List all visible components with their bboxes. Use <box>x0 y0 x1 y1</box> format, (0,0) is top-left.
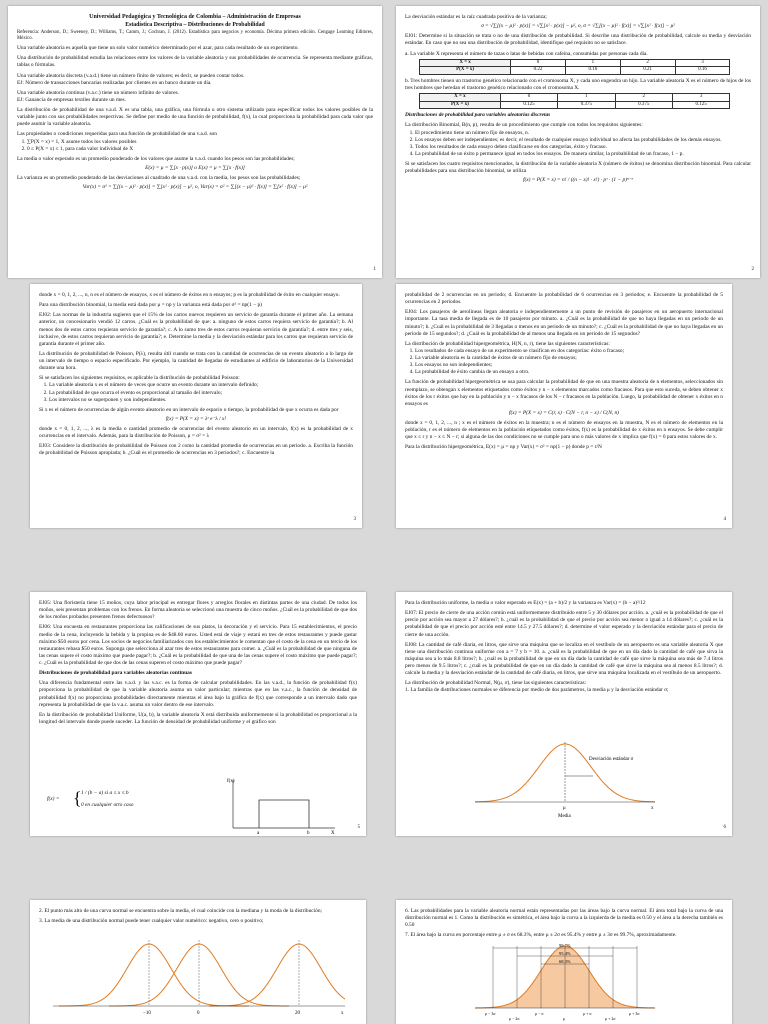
sigma-label: Desviación estándar σ <box>589 757 634 762</box>
document-page-6 <box>396 592 732 836</box>
list-item: 1. ∑P(X = x) = 1, X asume todos los valores posibles <box>27 139 373 146</box>
brace: { <box>73 788 82 808</box>
exercise: EJ04: Los pasajeros de aerolíneas llegan aleatoria e independientemente a un punto de revisión de pasajeros en un aeropuerto internacional importante. La tasa media de llegada es de 10 pasajeros por minuto. a. ¿Cuál es la probabilidad de que no haya llegadas en un periodo de un minuto?; b. ¿Cuál es la probabilidad de 3 llegadas o menos en un periodo de un minuto?; c. ¿Cuál es la probabilidad de que no haya llegadas en un periodo de 15 segundos?; d. ¿Cuál es la probabilidad de al menos una llegada en un periodo de 15 segundos? <box>405 309 723 337</box>
tick-label: μ + σ <box>583 1011 592 1016</box>
document-page-2 <box>396 6 760 278</box>
table-cell: 2 <box>620 59 675 67</box>
list-item: 2. 0 ≤ P(X = x) ≤ 1, para cada valor individual de X <box>27 146 373 153</box>
table-cell: 0.375 <box>558 101 615 109</box>
x-axis-label: x <box>651 806 654 811</box>
table-cell: 0 <box>500 94 557 102</box>
list-item: 7. El área bajo la curva en porcentaje entre μ ± σ es 68.3%, entre μ ± 2σ es 95.4% y entre μ ± 3σ es 99.7%, aproximadamente. <box>405 932 677 939</box>
list-item: 6. Las probabilidades para la variable aleatoria normal están representadas por las áreas bajo la curva normal. El área total bajo la curva de una distribución normal es 1. Como la distribución es simétrica, el área bajo la curva a la izquierda de la media es 0.50 y el área a la derecha también es 0.50 <box>405 908 723 929</box>
list-item: 2. Los ensayos deben ser independientes; es decir, el resultado de cualquier ensayo individual no afecta las probabilidades de los demás ensayos. <box>415 137 751 144</box>
table-header: P(X = x) <box>420 101 501 109</box>
document-page-4 <box>396 284 732 528</box>
normal-curve-figure <box>465 736 665 822</box>
list-item: 1. El procedimiento tiene un número fijo de ensayos, n. <box>415 130 751 137</box>
exercise: EJ05: Una floristería tiene 15 moños, cuya labor principal es entregar flores y arreglos florales en distintas partes de una ciudad. De todos los moños, seis presentan problemas con los frenos. En forma aleatoria se seleccionó una muestra de cinco moños. ¿Cuál es la probabilidad de que dos de los moños probados presenten frenos defectuosos? <box>39 600 357 621</box>
table-cell: 0 <box>511 59 566 67</box>
formula: E(x) = μ = ∑[x · p(x)] o E(x) = μ = ∑[x · f(x)] <box>145 164 245 171</box>
paragraph: La distribución Binomial, B(n, p), resulta de un procedimiento que cumple con todos los requisitos siguientes: <box>405 122 643 129</box>
tick-label: μ + 2σ <box>605 1016 616 1021</box>
exercise-item: b. Tres hombres tienen un trastorno genético relacionado con el cromosoma X, y cada uno engendra un hijo. La variable aleatoria X es el número de hijos de los tres hombres que heredan el trastorno genético relacionado con el cromosoma X. <box>405 77 751 91</box>
paragraph: La distribución de probabilidad de una v.a.d. X es una tabla, una gráfica, una fórmula u otro sistema utilizado para especificar todos los valores posibles de la variable junto con sus probabilidades respectivas. Se define por medio de una función de probabilidad, f(x), la cual proporciona la probabilidad para cada valor que puede asumir la variable aleatoria. <box>17 107 373 128</box>
mu-label: μ <box>563 806 566 811</box>
three-normal-curves <box>49 934 349 1020</box>
table-cell: 3 <box>675 59 730 67</box>
empirical-rule-figure <box>465 938 665 1024</box>
paragraph: Una distribución de probabilidad estudia las relaciones entre los valores de la variable aleatoria y sus probabilidades de ocurrencia. Se representa mediante gráficas, tablas o fórmulas. <box>17 55 373 69</box>
list-item: 3. Los ensayos no son independientes; <box>415 362 723 369</box>
list-item: 2. La probabilidad de que ocurra el evento es proporcional al tamaño del intervalo; <box>49 390 353 397</box>
piece-1: 1 / (b − a) si a ≤ x ≤ b <box>81 790 129 796</box>
uniform-density <box>259 800 309 828</box>
x-axis-label: X <box>331 831 335 836</box>
table-cell: 0.22 <box>511 67 566 75</box>
example: EJ: Ganancia de empresas textiles durante un mes. <box>17 96 126 103</box>
list-item: 2. El punto más alto de una curva normal se encuentra sobre la media, el cual coincide con la mediana y la moda de la distribución; <box>39 908 323 914</box>
page-number: 4 <box>723 517 726 523</box>
document-page-3 <box>30 284 362 528</box>
pct-label: 68.3% <box>559 959 571 964</box>
fx-label: f(x) = <box>47 796 60 802</box>
list-item: 3. Los intervalos no se superponen y son independientes. <box>49 397 353 404</box>
list-item: 4. La probabilidad de éxito cambia de un ensayo a otro. <box>415 369 723 376</box>
list-item: 4. La probabilidad de un éxito p permanece igual en todos los ensayos. De manera similar, la probabilidad de un fracaso, 1 − p. <box>415 151 751 158</box>
uniform-graph <box>223 776 343 836</box>
exercise: EJ07: El precio de cierre de una acción común está uniformemente distribuido entre 5 y 30 dólares por acción. a. ¿cuál es la probabilidad de que el precio por acción sea mayor a 27 dólares?; b. ¿cuál es la probabilidad de que el precio por acción sea menor o igual a 14 dólares?; c. ¿cuál es la probabilidad de que el precio por acción esté entre 14.5 y 27.5 dólares?; d. determine el valor esperado y la desviación estándar para el precio de cierre de una acción. <box>405 610 723 638</box>
tick-label: μ + 3σ <box>629 1011 640 1016</box>
paragraph: La distribución de probabilidad de Poisson, P(λ), resulta útil cuando se trata con la cantidad de ocurrencias de un evento aleatorio a lo largo de un intervalo de tiempo o espacio especificado. Por ejemplo, la cantidad de llegadas de estudiantes al edificio de laboratorios de la Universidad durante una hora. <box>39 350 353 372</box>
list-item: 1. La variable aleatoria x es el número de veces que ocurre un evento durante un intervalo definido; <box>49 382 353 389</box>
exercise: EJ06: Una encuesta en restaurantes proporciona las calificaciones de sus platos, la decoración y el servicio. Para 15 establecimientos, el precio medio de la cena, incluyendo la bebida y la propina es de $48.60 euros. Usted está de viaje y estará en tres de estos restaurantes y puede gastar máximo $50 euros por cena. Los socios de negocios familiarizados con los establecimientos le comentan que el costo de la cena en un tercio de los restaurantes rebasa $50 euros. Suponga que selecciona al azar tres de estos restaurantes para comer. a. ¿Cuál es la probabilidad de que ninguna de las cenas supere el costo máximo que puede pagar?; b. ¿Cuál es la probabilidad de que una de las cenas supere el costo máximo que puede pagar?; c. ¿Cuál es la probabilidad de que dos de las cenas superen el costo máximo que puede pagar? <box>39 624 357 666</box>
paragraph: La desviación estándar es la raíz cuadrada positiva de la varianza; <box>405 14 547 20</box>
page-title: Universidad Pedagógica y Tecnológica de Colombia – Administración de Empresas <box>89 14 301 20</box>
tick-label: μ − 3σ <box>485 1011 496 1016</box>
table-cell: 0.16 <box>675 67 730 75</box>
document-page-1 <box>8 6 382 278</box>
table-cell: 0.125 <box>500 101 557 109</box>
paragraph: donde x = 0, 1, 2, ..., n, n es el número de ensayos, x es el número de éxitos en n ensayos; p es la probabilidad de éxito en cualquier ensayo. <box>39 292 340 298</box>
list-item: 3. Todos los resultados de cada ensayo deben clasificarse en dos categorías, éxito y fracaso. <box>415 144 751 151</box>
tick-label: μ − 2σ <box>509 1016 520 1021</box>
exercise-item: a. La variable X representa el número de tazas o latas de bebidas con cafeína, consumidas por personas cada día. <box>405 50 648 57</box>
page-number: 3 <box>353 517 356 523</box>
exercise: EJ08: La cantidad de café diaria, en litros, que sirve una máquina que se localiza en el vestíbulo de un aeropuerto es una variable aleatoria X que tiene una distribución continua uniforme con a = 7 y b = 10. a. ¿cuál es la probabilidad de que en un día dado la cantidad de café que sirva la máquina sea a lo más 8.8 litros?; b. ¿cuál es la probabilidad de que en un día dado la cantidad de café que sirve la máquina sea más de 7.4 litros pero menos de 9.5 litros?; c. ¿cuál es la probabilidad de que en un día dado la cantidad de café que sirve la máquina sea al menos 8.5 litros?; d. calcule la media y la desviación estándar de la cantidad de café diaria, en litros, que sirve una máquina localizada en el vestíbulo de un aeropuerto. <box>405 641 723 677</box>
paragraph: donde x = 0, 1, 2, ..., λ es la media o cantidad promedio de ocurrencias del evento aleatorio en un intervalo, f(x) es la probabilidad de x ocurrencias en el intervalo. Además, para la distribución de Poisson, μ = σ² = λ <box>39 426 354 440</box>
paragraph: Si se satisfacen los cuatro requisitos mencionados, la distribución de la variable aleatoria X (número de éxitos) se denomina distribución binomial. Para calcular probabilidades para una distribución binomial, se utiliza <box>405 161 751 175</box>
paragraph: La distribución de probabilidad hipergeométrica, H(N, n, r), tiene las siguientes características: <box>405 340 610 347</box>
section-heading: Distribuciones de probabilidad para variables aleatorias continuas <box>39 670 192 677</box>
list-item: 1. La familia de distribuciones normales se diferencia por medio de dos parámetros, la media μ y la desviación estándar σ; <box>405 687 669 694</box>
table-header: X = x <box>420 59 511 67</box>
paragraph: Las propiedades o condiciones requeridas para una función de probabilidad de una v.a.d. son <box>17 131 217 138</box>
tick-label: 0 <box>197 1011 200 1016</box>
paragraph: Para la distribución uniforme, la media o valor esperado es E(x) = (a + b)/2 y la varianza es Var(x) = (b − a)²/12 <box>405 600 646 606</box>
paragraph: Una variable aleatoria discreta (v.a.d.) tiene un número finito de valores; es decir, se pueden contar todos. <box>17 72 245 79</box>
tick-label: μ − σ <box>535 1011 544 1016</box>
probability-table-b <box>419 93 730 109</box>
table-cell: 1 <box>565 59 620 67</box>
paragraph: La media o valor esperado es un promedio ponderado de los valores que asume la v.a.d. cuando los pesos son las probabilidades; <box>17 155 295 162</box>
page-number: 1 <box>373 267 376 273</box>
table-cell: 0.125 <box>672 101 729 109</box>
formula: f(x) = P(X = x) = C(r, x) · C(N − r, n − x) / C(N, n) <box>509 409 619 416</box>
x-axis-label: x <box>341 1011 344 1016</box>
exercise: EJ02: Las normas de la industria sugieren que el 15% de los carros nuevos requieren un servicio de garantía durante el primer año. La semana anterior, un concesionario vendió 12 carros. ¿Cuál es la probabilidad de que: a. ninguno de estos carros requiera servicio de garantía?; b. Al menos dos de estos carros requieran servicio de garantía?; c. A lo sumo tres de estos carros requieran servicio de garantía?; d. entre tres y seis, inclusive, de estos carros requieran servicio de garantía?; e. Determine la media y la desviación estándar para los carros que requieran servicio de garantía durante el primer año. <box>39 312 353 347</box>
formula: f(x) = P(X = x) = n! / ((n − x)! · x!) · pˣ · (1 − p)ⁿ⁻ˣ <box>522 177 634 184</box>
paragraph: Si se satisfacen los siguientes requisitos, es aplicable la distribución de probabilidad Poisson: <box>39 375 240 382</box>
paragraph: Si x es el número de ocurrencias de algún evento aleatorio en un intervalo de espacio o tiempo, la probabilidad de que x ocurra es dada por <box>39 406 339 413</box>
tick-label: −10 <box>143 1011 151 1016</box>
paragraph: Para una distribución binomial, la media está dada por μ = np y la varianza está dada por σ² = np(1 − p) <box>39 302 262 309</box>
paragraph: En la distribución de probabilidad Uniforme, U(a, b), la variable aleatoria X está distribuida uniformemente si la probabilidad es proporcional a la longitud del intervalo donde puede suceder. La función de densidad de probabilidad uniforme y el gráfico son <box>39 711 357 725</box>
table-cell: 0.16 <box>565 67 620 75</box>
formula: f(x) = P(X = x) = λˣ e⁻λ / x! <box>165 415 227 422</box>
formula: Var(x) = σ² = ∑[(x − μ)² · p(x)] = ∑[x² · p(x)] − μ², o, Var(x) = σ² = ∑[(x − μ)² · f(x)] = ∑[x² · f(x)] − μ² <box>82 184 308 191</box>
page-number: 2 <box>751 267 754 273</box>
table-cell: 2 <box>615 94 672 102</box>
paragraph: donde x = 0, 1, 2, ..., n ; x es el número de éxitos en la muestra; n es el número de ensayos en la muestra, N es el número de elementos en la población, r es el número de elementos en la población etiquetados como éxitos, f(x) es la probabilidad de x éxitos en n ensayos. Se debe cumplir que x ≤ r y n − x ≤ N − r; si alguna de las dos condiciones no se cumple para uno o más valores de x implica que f(x) = 0 para estos valores de x. <box>405 420 723 441</box>
tick-b: b <box>307 831 310 836</box>
probability-table-a <box>419 59 730 75</box>
section-heading: Distribuciones de probabilidad para variables aleatorias discretas <box>405 112 551 119</box>
table-header: X = x <box>420 94 501 102</box>
table-cell: 1 <box>558 94 615 102</box>
y-axis-label: f(x) <box>227 779 235 784</box>
reference: Referencia: Anderson, D.; Sweeney, D.; Williams, T.; Camm, J.; Cochran, J. (2012). Estadística para negocios y economía. Décima primera edición. Cengage Learning Editores, México. <box>17 29 373 41</box>
media-label: Media <box>558 814 571 819</box>
normal-curve <box>59 944 249 1006</box>
table-cell: 3 <box>672 94 729 102</box>
paragraph: Una variable aleatoria continua (v.a.c.) tiene un número infinito de valores. <box>17 89 179 96</box>
formula: σ = √∑[(x − μ)² · p(x)] = √∑[x² · p(x)] − μ², o, σ = √∑[(x − μ)² · f(x)] = √∑[x² · f(x)] − μ² <box>481 23 675 30</box>
normal-curve <box>209 944 345 1006</box>
paragraph: Para la distribución hipergeométrica, E(x) = μ = np y Var(x) = σ² = np(1 − p) donde p = r/N <box>405 444 602 451</box>
list-item: 1. Los resultados de cada ensayo de un experimento se clasifican en dos categorías: éxito o fracaso; <box>415 348 723 355</box>
paragraph: Una variable aleatoria es aquella que tiene un solo valor numérico determinado por el azar, para cada resultado de un experimento. <box>17 45 299 52</box>
list-item: 2. La variable aleatoria es la cantidad de éxitos de un número fijo de ensayos; <box>415 355 723 362</box>
paragraph: probabilidad de 2 ocurrencias en un periodo; d. Encuentre la probabilidad de 6 ocurrencias en 3 periodos; e. Encuentre la probabilidad de 5 ocurrencias en 2 periodos. <box>405 292 723 306</box>
document-page-8 <box>396 900 732 1024</box>
list-item: 3. La media de una distribución normal puede tener cualquier valor numérico: negativo, cero o positivo; <box>39 918 264 925</box>
page-number: 6 <box>723 825 726 831</box>
table-cell: 0.375 <box>615 101 672 109</box>
document-page-7 <box>30 900 366 1024</box>
tick-label: 20 <box>295 1011 300 1016</box>
exercise: EJ01: Determine si la situación se trata o no de una distribución de probabilidad. Si describe una distribución de probabilidad, calcule su media y desviación estándar. En caso que no sea una distribución de probabilidad, identifique qué requisito no se satisface. <box>405 33 751 47</box>
document-page-5 <box>30 592 366 836</box>
pct-label: 95.4% <box>559 951 571 956</box>
example: EJ: Número de transacciones bancarias realizadas por clientes en un banco durante un día. <box>17 79 212 86</box>
page-subtitle: Estadística Descriptiva – Distribuciones de Probabilidad <box>125 21 265 28</box>
table-header: P(X = x) <box>420 67 511 75</box>
page-number: 5 <box>357 825 360 831</box>
paragraph: La distribución de probabilidad Normal, N(μ, σ), tiene las siguientes características: <box>405 680 587 687</box>
exercise: EJ03: Considere la distribución de probabilidad de Poisson con 2 como la cantidad promedio de ocurrencias en un periodo. a. Escriba la función de probabilidad de Poisson apropiada; b. ¿Cuál es el promedio de ocurrencias en 3 periodos?; c. Encuentre la <box>39 443 353 457</box>
pct-label: 99.7% <box>559 943 571 948</box>
paragraph: La varianza es un promedio ponderado de las desviaciones al cuadrado de una v.a.d. con la media, los pesos son las probabilidades; <box>17 175 301 182</box>
table-cell: 0.21 <box>620 67 675 75</box>
tick-label: μ <box>563 1016 566 1021</box>
paragraph: La función de probabilidad hipergeométrica se usa para calcular la probabilidad de que en una muestra aleatoria de n elementos, seleccionados sin reemplazo, se obtengan x elementos etiquetados como éxitos y n − x elementos marcados como fracasos. Para que esto suceda, se deben obtener x éxitos de los r éxitos que hay en la población y n − x fracasos de los N − r fracasos en la población. Luego, la probabilidad de obtener x éxitos en n ensayos es <box>405 379 723 407</box>
paragraph: Una diferencia fundamental entre las v.a.d. y las v.a.c. es la forma de calcular probabilidades. En las v.a.d., la función de probabilidad f(x) proporciona la probabilidad de que la variable aleatoria asuma un valor particular; mientras que en las v.a.c., la función de densidad de probabilidad f(x) no proporciona probabilidades directamente mientras el área bajo la gráfica de f(x) que corresponde a un intervalo dado que representa la probabilidad de que la v.a.c. asuma un valor dentro de ese intervalo. <box>39 680 357 708</box>
tick-a: a <box>257 831 260 836</box>
piece-2: 0 en cualquier otro caso <box>81 802 134 808</box>
